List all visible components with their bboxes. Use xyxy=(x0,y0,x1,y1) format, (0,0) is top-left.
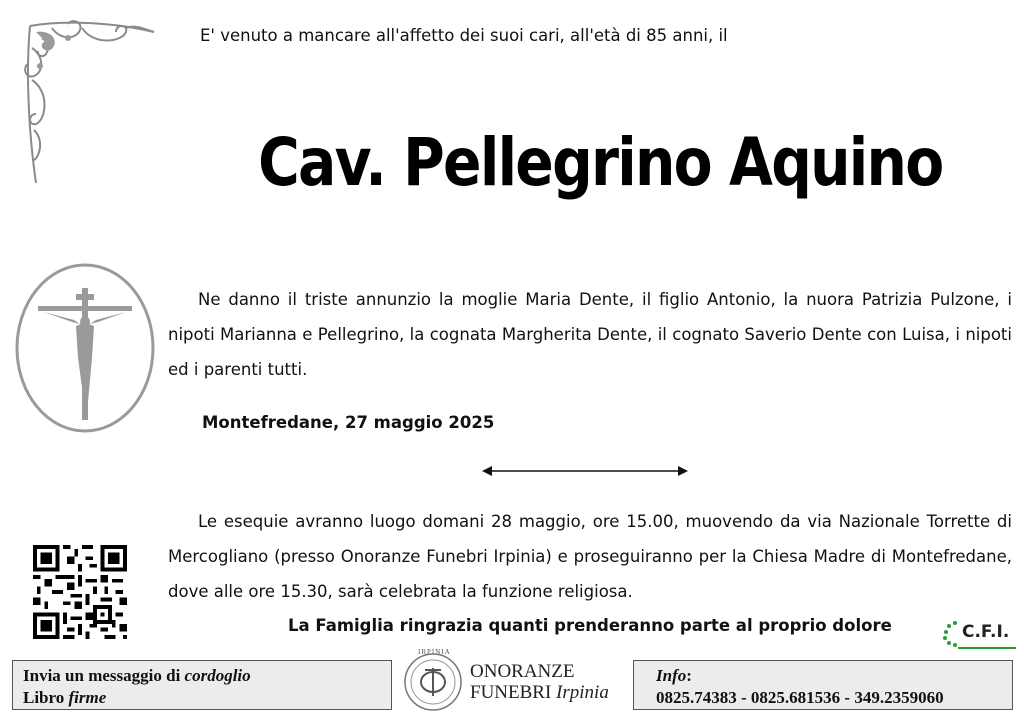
guestbook-word: firme xyxy=(68,688,107,707)
place-date: Montefredane, 27 maggio 2025 xyxy=(202,413,495,432)
funeral-text: Le esequie avranno luogo domani 28 maggio, ore 15.00, muovendo da via Nazionale Torrette di Mercogliano (presso Onoranze Funebri Irpinia) e proseguiranno per la Chiesa Madre di Montefredane, dove alle ore 15.30, sarà celebrata la funzione religiosa. xyxy=(168,512,1012,601)
guestbook-prefix: Libro xyxy=(23,688,69,707)
cfi-logo-text: C.F.I. xyxy=(962,622,1010,642)
announcement-paragraph xyxy=(168,282,1012,387)
logo-line-1: ONORANZE xyxy=(470,661,575,682)
logo-line-2 xyxy=(470,682,609,703)
logo-badge-text: IRPINIA xyxy=(418,648,451,656)
funeral-home-name xyxy=(470,661,609,703)
logo-line-2-main: FUNEBRI xyxy=(470,682,557,703)
deceased-name: Cav. Pellegrino Aquino xyxy=(258,124,943,201)
double-arrow-icon xyxy=(482,463,688,479)
announcement-text: Ne danno il triste annunzio la moglie Maria Dente, il figlio Antonio, la nuora Patrizia Pulzone, i nipoti Marianna e Pellegrino, la cognata Margherita Dente, il cognato Saverio Dente con Luisa, i nipoti ed i parenti tutti. xyxy=(168,290,1012,379)
info-label: Info xyxy=(656,666,687,685)
phone-numbers[interactable]: 0825.74383 - 0825.681536 - 349.2359060 xyxy=(656,688,944,707)
funeral-home-logo-icon xyxy=(402,648,464,714)
thanks-text: La Famiglia ringrazia quanti prenderanno parte al proprio dolore xyxy=(288,616,892,635)
info-label-row xyxy=(656,665,990,687)
crucifix-icon xyxy=(14,262,156,434)
guestbook-link[interactable] xyxy=(23,687,381,709)
condolence-prefix: Invia un messaggio di xyxy=(23,666,185,685)
cfi-logo-icon xyxy=(940,618,1020,652)
condolence-box[interactable] xyxy=(12,660,392,710)
condolence-link[interactable] xyxy=(23,665,381,687)
qr-code-icon[interactable] xyxy=(33,545,127,639)
logo-line-2-italic: Irpinia xyxy=(556,682,609,703)
intro-text: E' venuto a mancare all'affetto dei suoi cari, all'età di 85 anni, il xyxy=(200,26,728,45)
funeral-paragraph xyxy=(168,504,1012,609)
condolence-word: cordoglio xyxy=(184,666,251,685)
info-colon: : xyxy=(686,666,692,685)
info-box xyxy=(633,660,1013,710)
